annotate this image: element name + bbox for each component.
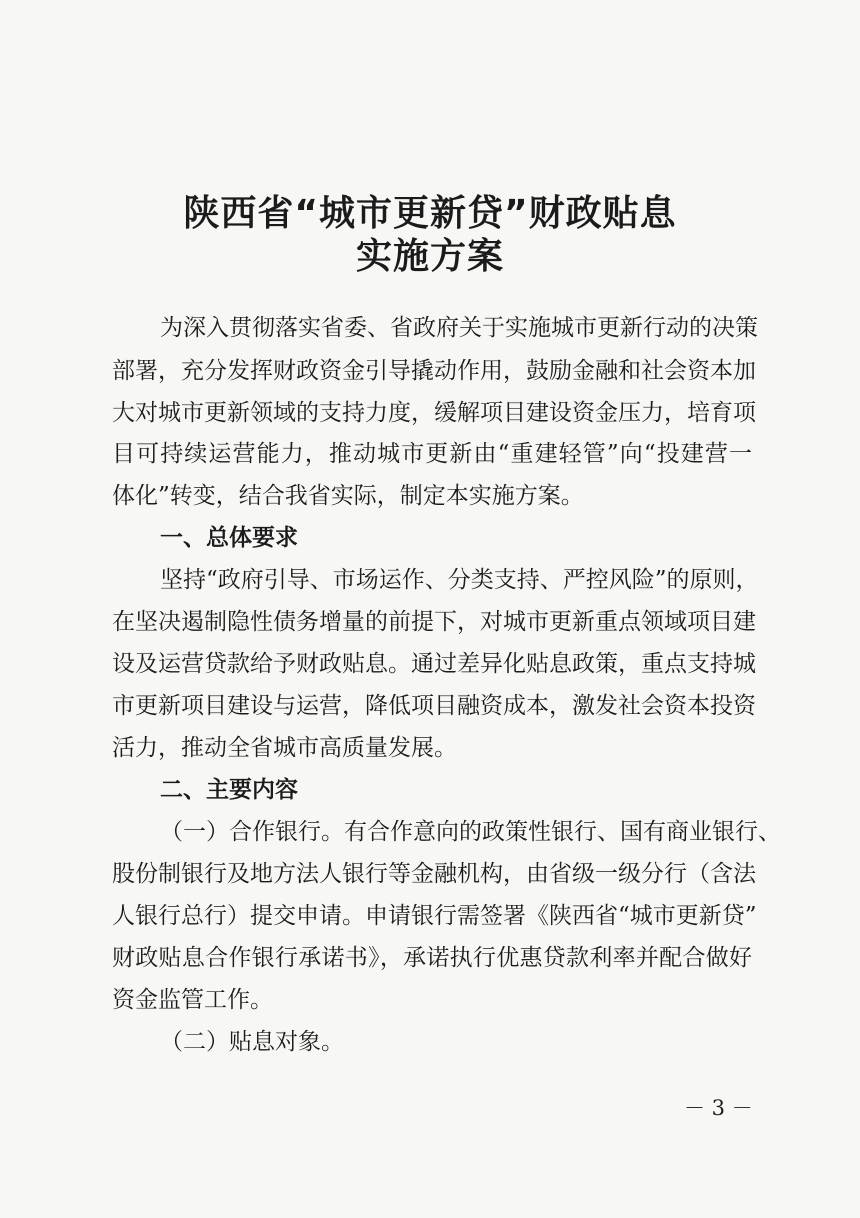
paragraph-line: 为深入贯彻落实省委、省政府关于实施城市更新行动的决策 [160,315,758,341]
paragraph-line: 股份制银行及地方法人银行等金融机构，由省级一级分行（含法 [112,861,756,887]
paragraph-line: 人银行总行）提交申请。申请银行需签署《陕西省“城市更新贷” [112,903,757,929]
section-heading: 一、总体要求 [160,525,298,551]
section-heading: 二、主要内容 [160,777,298,803]
document-title-line1: 陕西省“城市更新贷”财政贴息 [183,193,677,234]
paragraph-line: （一）合作银行。有合作意向的政策性银行、国有商业银行、 [160,819,781,845]
paragraph-line: 资金监管工作。 [112,987,273,1013]
page-number: － 3 － [684,1096,753,1120]
paragraph-line: 财政贴息合作银行承诺书》，承诺执行优惠贷款利率并配合做好 [112,945,752,971]
paragraph-line: 设及运营贷款给予财政贴息。通过差异化贴息政策，重点支持城 [112,651,756,677]
paragraph-line: 部署，充分发挥财政资金引导撬动作用，鼓励金融和社会资本加 [112,358,756,384]
paragraph-line: 活力，推动全省城市高质量发展。 [112,735,457,761]
paragraph-line: （二）贴息对象。 [160,1029,344,1055]
paragraph-line: 大对城市更新领域的支持力度，缓解项目建设资金压力，培育项 [112,400,756,426]
paragraph-line: 体化”转变，结合我省实际，制定本实施方案。 [112,483,584,509]
paragraph-line: 市更新项目建设与运营，降低项目融资成本，激发社会资本投资 [112,693,756,719]
paragraph-line: 目可持续运营能力，推动城市更新由“重建轻管”向“投建营一 [112,441,752,467]
paragraph-line: 在坚决遏制隐性债务增量的前提下，对城市更新重点领域项目建 [112,609,756,635]
document-title-line2: 实施方案 [355,236,504,277]
paragraph-line: 坚持“政府引导、市场运作、分类支持、严控风险”的原则， [160,567,759,593]
